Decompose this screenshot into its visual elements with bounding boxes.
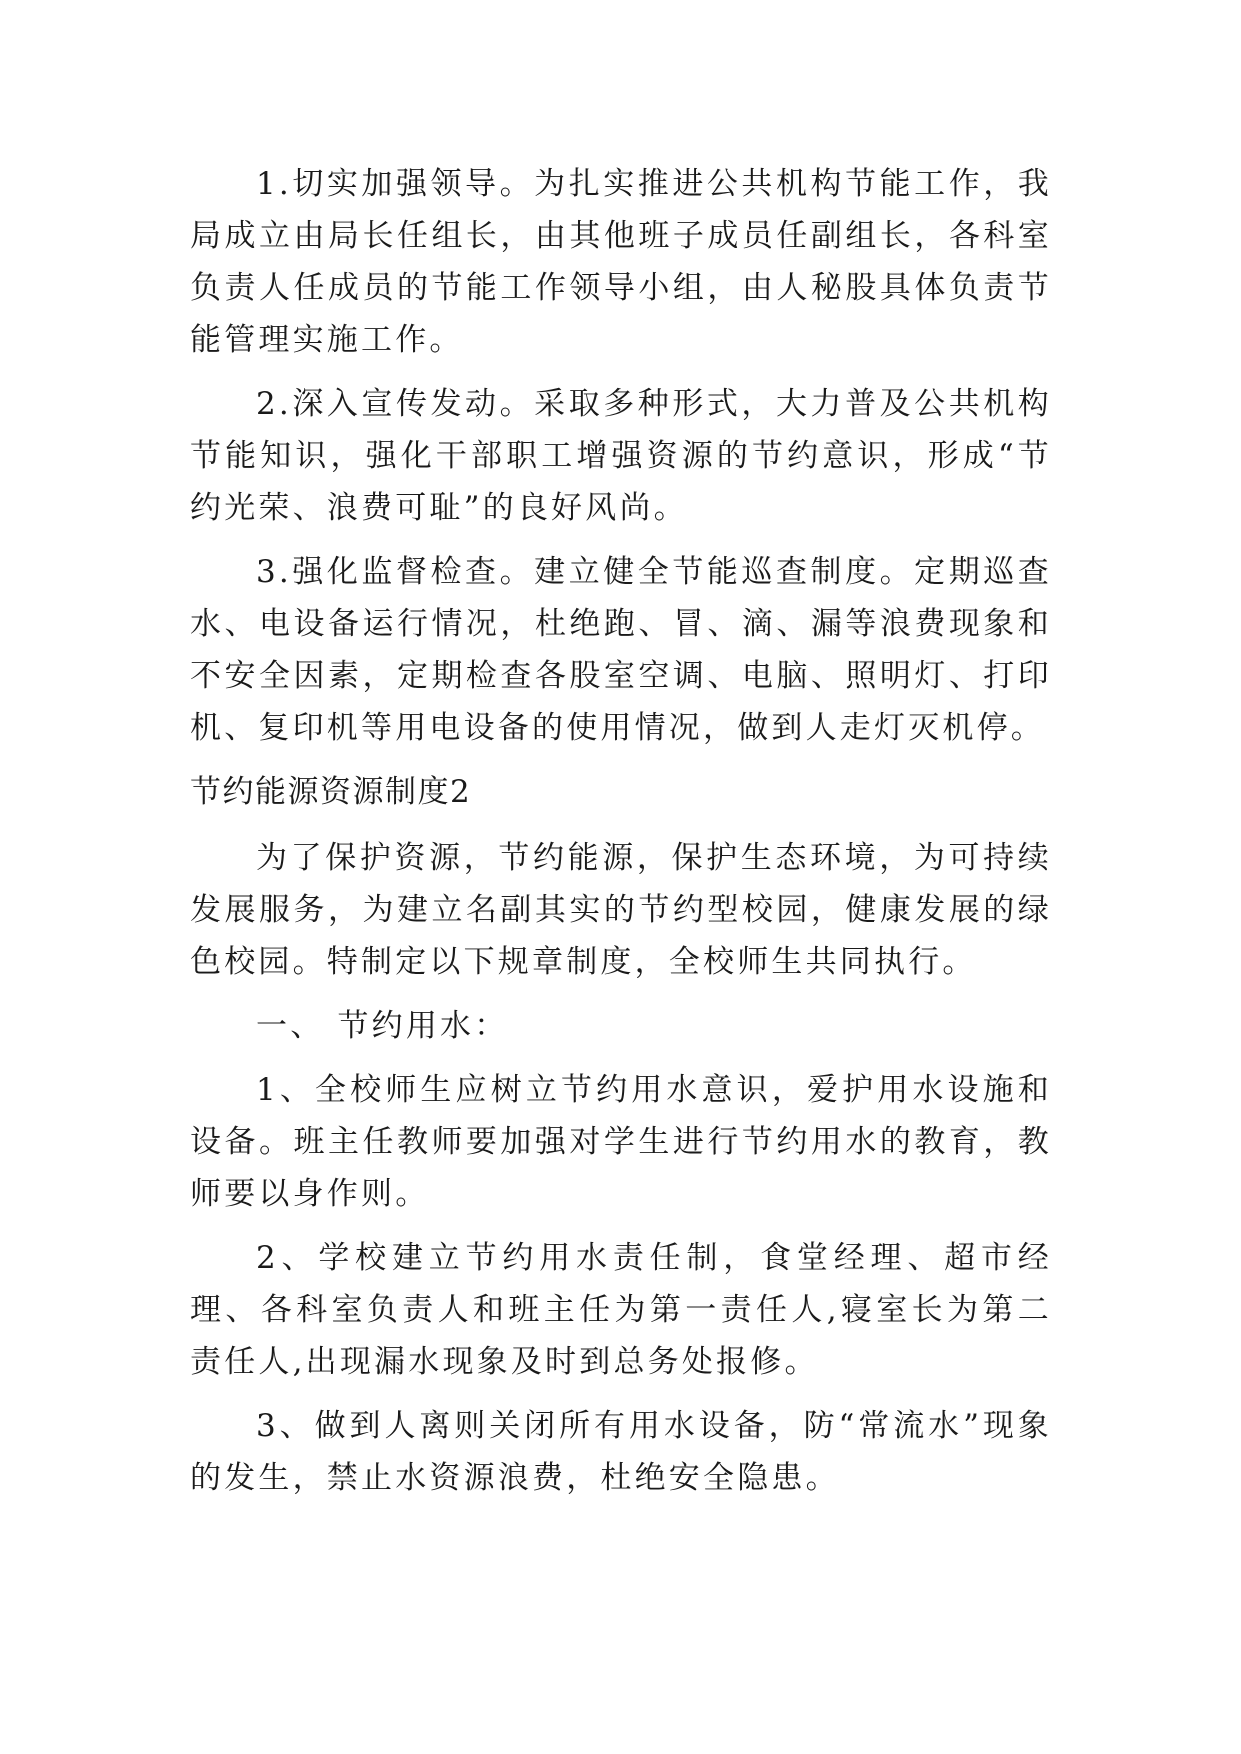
section-heading: 节约能源资源制度2 — [190, 774, 472, 810]
paragraph-water-rule-1: 1、全校师生应树立节约用水意识，爱护用水设施和设备。班主任教师要加强对学生进行节约用水的教育，教师要以身作则。 — [190, 1072, 1052, 1212]
subheading-water-saving: 一、 节约用水： — [256, 1008, 509, 1044]
paragraph-supervision: 3.强化监督检查。建立健全节能巡查制度。定期巡查水、电设备运行情况，杜绝跑、冒、滴、漏等浪费现象和不安全因素，定期检查各股室空调、电脑、照明灯、打印机、复印机等用电设备的使用情况，做到人走灯灭机停。 — [190, 554, 1052, 746]
paragraph-intro: 为了保护资源，节约能源，保护生态环境，为可持续发展服务，为建立名副其实的节约型校园，健康发展的绿色校园。特制定以下规章制度，全校师生共同执行。 — [190, 840, 1052, 980]
paragraph-water-rule-2: 2、学校建立节约用水责任制，食堂经理、超市经理、各科室负责人和班主任为第一责任人,寝室长为第二责任人,出现漏水现象及时到总务处报修。 — [190, 1240, 1052, 1380]
paragraph-publicity: 2.深入宣传发动。采取多种形式，大力普及公共机构节能知识，强化干部职工增强资源的节约意识，形成“节约光荣、浪费可耻”的良好风尚。 — [190, 386, 1052, 526]
paragraph-water-rule-3: 3、做到人离则关闭所有用水设备，防“常流水”现象的发生，禁止水资源浪费，杜绝安全隐患。 — [190, 1408, 1052, 1496]
document-body — [190, 158, 1052, 1504]
paragraph-leadership: 1.切实加强领导。为扎实推进公共机构节能工作，我局成立由局长任组长，由其他班子成员任副组长，各科室负责人任成员的节能工作领导小组，由人秘股具体负责节能管理实施工作。 — [190, 166, 1052, 358]
